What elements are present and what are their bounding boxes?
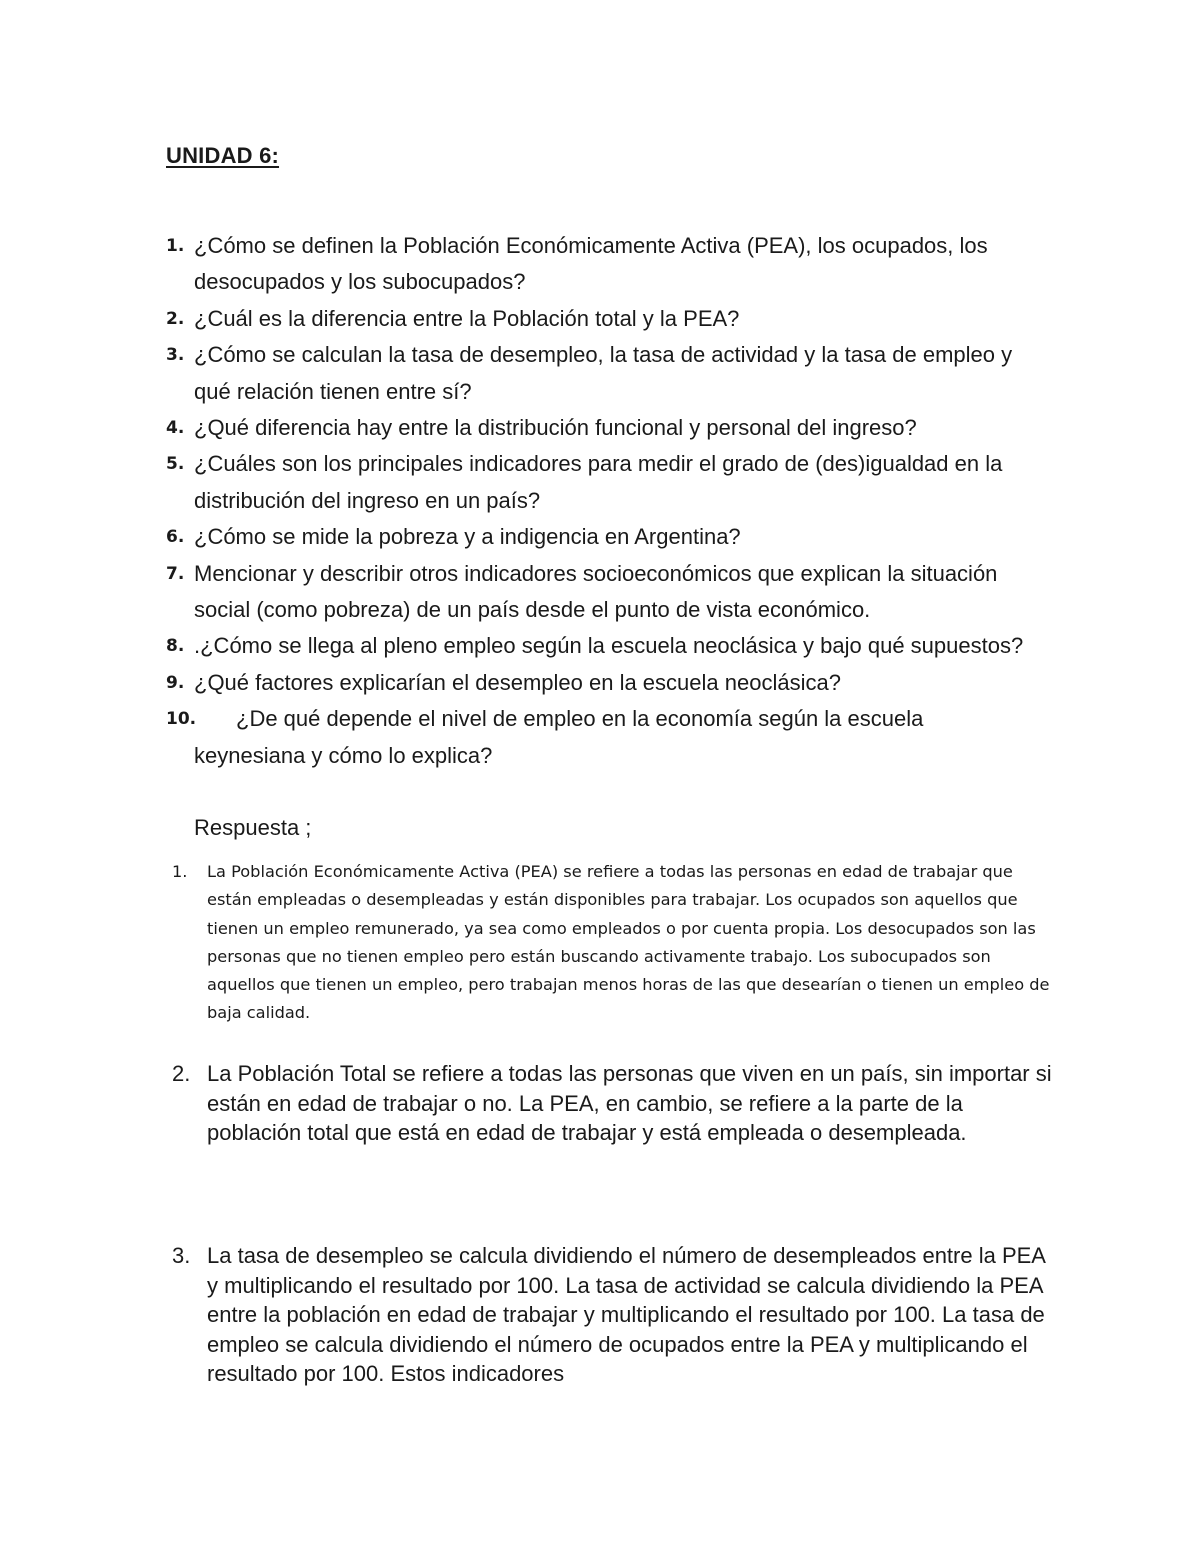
question-text: ¿Cómo se calculan la tasa de desempleo, la tasa de actividad y la tasa de empleo y qué relación tienen entre sí? [194,342,1013,404]
question-text: ¿Qué factores explicarían el desempleo en la escuela neoclásica? [194,669,841,695]
question-item [166,228,1046,301]
answers-heading: Respuesta ; [194,815,312,840]
question-number: 1. [166,236,185,256]
answer-number: 2. [172,1061,191,1086]
answer-item [172,858,1052,1028]
question-text: ¿Cómo se definen la Población Económicamente Activa (PEA), los ocupados, los desocupados y los subocupados? [194,233,988,295]
question-item [166,628,1046,664]
question-number: 2. [166,308,185,329]
question-number: 4. [166,418,185,439]
question-number: 10. [166,709,197,730]
answer-number: 3. [172,1243,191,1268]
question-text: .¿Cómo se llega al pleno empleo según la escuela neoclásica y bajo qué supuestos? [194,633,1024,659]
answer-number: 1. [172,862,188,881]
question-item [166,665,1046,701]
question-list [166,228,1046,774]
question-number: 6. [166,527,185,548]
question-item [166,701,1046,774]
question-text: Mencionar y describir otros indicadores socioeconómicos que explican la situación social (como pobreza) de un país desde el punto de vista económico. [194,560,998,623]
question-number: 8. [166,636,185,657]
question-text: ¿Cuáles son los principales indicadores para medir el grado de (des)igualdad en la distribución del ingreso en un país? [194,451,1003,513]
question-text: ¿Qué diferencia hay entre la distribución funcional y personal del ingreso? [194,415,917,441]
question-item [166,301,1046,337]
answer-text: La tasa de desempleo se calcula dividiendo el número de desempleados entre la PEA y multiplicando el resultado por 100. La tasa de actividad se calcula dividiendo la PEA entre la población en edad de trabajar y multiplicando el resultado por 100. La tasa de empleo se calcula dividiendo el número de ocupados entre la PEA y multiplicando el resultado por 100. Estos indicadores [207,1243,1045,1386]
question-number: 9. [166,672,185,693]
answer-text: La Población Total se refiere a todas las personas que viven en un país, sin importar si están en edad de trabajar o no. La PEA, en cambio, se refiere a la parte de la población total que está en edad de trabajar y está empleada o desempleada. [207,1061,1052,1145]
question-item [166,556,1046,629]
answer-text: La Población Económicamente Activa (PEA) se refiere a todas las personas en edad de trabajar que están empleadas o desempleadas y están disponibles para trabajar. Los ocupados son aquellos que tienen un empleo remunerado, ya sea como empleados o por cuenta propia. Los desocupados son las personas que no tienen empleo pero están buscando activamente trabajo. Los subocupados son aquellos que tienen un empleo, pero trabajan menos horas de las que desearían o tienen un empleo de baja calidad. [207,862,1050,1023]
question-number: 3. [166,345,185,366]
question-text-continuation: keynesiana y cómo lo explica? [194,742,493,768]
question-item [166,446,1046,519]
question-text: ¿Cuál es la diferencia entre la Población total y la PEA? [194,305,740,331]
question-text: ¿Cómo se mide la pobreza y a indigencia en Argentina? [194,524,741,550]
question-item [166,519,1046,555]
page-title: UNIDAD 6: [166,143,280,168]
question-item [166,337,1046,410]
question-number: 5. [166,454,185,475]
question-item [166,410,1046,446]
answer-item [172,1059,1052,1148]
question-text: ¿De qué depende el nivel de empleo en la economía según la escuela [236,706,924,732]
answer-item [172,1241,1052,1389]
question-number: 7. [166,563,185,584]
